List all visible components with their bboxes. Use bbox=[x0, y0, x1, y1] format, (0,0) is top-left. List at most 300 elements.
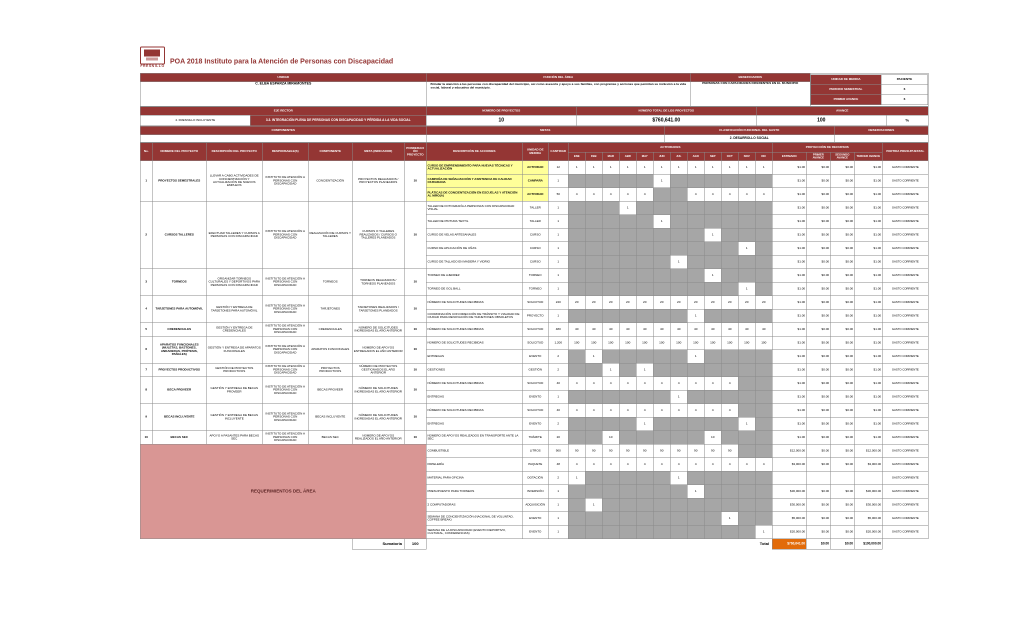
header-proyeccion: PROYECCIÓN DE RECURSOS bbox=[772, 143, 882, 153]
project-ponderacion: 10 bbox=[404, 363, 426, 377]
month-cell: 4 bbox=[619, 188, 636, 202]
action-description: PRESUPUESTO PARA TORNEOS bbox=[426, 485, 522, 499]
month-cell bbox=[704, 350, 721, 364]
project-componente: BECAS PROVEER bbox=[308, 377, 352, 404]
month-cell bbox=[585, 215, 602, 229]
amount-cell: $1.00 bbox=[854, 323, 882, 337]
amount-cell: $0.00 bbox=[806, 431, 830, 445]
month-cell bbox=[738, 471, 755, 485]
month-cell bbox=[687, 174, 704, 188]
month-cell bbox=[670, 242, 687, 256]
project-number: 8 bbox=[140, 377, 152, 404]
month-cell bbox=[619, 215, 636, 229]
month-cell: 40 bbox=[687, 323, 704, 337]
month-cell: 1 bbox=[602, 161, 619, 175]
action-unidad: EVENTO bbox=[522, 512, 548, 526]
amount-cell: $0.00 bbox=[830, 296, 854, 310]
componentes-blank bbox=[140, 135, 426, 143]
amount-cell: $1.00 bbox=[772, 323, 806, 337]
month-cell: 90 bbox=[687, 444, 704, 458]
amount-cell: $1.00 bbox=[772, 363, 806, 377]
month-cell bbox=[670, 188, 687, 202]
action-cantidad: 1 bbox=[548, 201, 568, 215]
amount-cell: $20,000.00 bbox=[772, 525, 806, 539]
month-cell: 4 bbox=[687, 458, 704, 472]
month-cell bbox=[704, 242, 721, 256]
month-cell: 4 bbox=[585, 377, 602, 391]
amount-cell: $0.00 bbox=[806, 458, 830, 472]
month-cell bbox=[670, 215, 687, 229]
action-description: NÚMERO DE SOLICITUDES RECIBIDAS bbox=[426, 336, 522, 350]
month-cell: 4 bbox=[585, 188, 602, 202]
month-header: ABR bbox=[619, 152, 636, 161]
month-cell: 1 bbox=[568, 161, 585, 175]
month-cell bbox=[602, 201, 619, 215]
month-cell: 4 bbox=[619, 458, 636, 472]
amount-cell: $1.00 bbox=[854, 296, 882, 310]
month-cell: 20 bbox=[568, 296, 585, 310]
month-cell: 1 bbox=[670, 390, 687, 404]
partida-cell: GASTO CORRIENTE bbox=[882, 201, 928, 215]
month-cell: 10 bbox=[704, 431, 721, 445]
action-unidad: PROYECTO bbox=[522, 309, 548, 323]
action-cantidad: 1 bbox=[548, 255, 568, 269]
action-unidad: TRÁMITE bbox=[522, 431, 548, 445]
month-cell: 1 bbox=[602, 363, 619, 377]
month-cell bbox=[619, 269, 636, 283]
month-cell bbox=[585, 282, 602, 296]
project-componente: BECAS SEC bbox=[308, 431, 352, 445]
month-cell bbox=[568, 282, 585, 296]
month-cell bbox=[704, 201, 721, 215]
amount-cell: $1.00 bbox=[854, 404, 882, 418]
amount-cell: $0.00 bbox=[830, 174, 854, 188]
amount-cell: $0.00 bbox=[806, 485, 830, 499]
month-cell: 4 bbox=[636, 404, 653, 418]
amount-cell: $0.00 bbox=[830, 242, 854, 256]
action-unidad: DOTACIÓN bbox=[522, 471, 548, 485]
action-cantidad: 1 bbox=[548, 282, 568, 296]
month-cell: 4 bbox=[670, 404, 687, 418]
total-amount: $760,641.00 bbox=[772, 539, 806, 550]
partida-cell: GASTO CORRIENTE bbox=[882, 296, 928, 310]
month-cell bbox=[721, 215, 738, 229]
amount-cell: $1.00 bbox=[854, 228, 882, 242]
amount-cell: $1.00 bbox=[854, 309, 882, 323]
month-cell: 4 bbox=[636, 458, 653, 472]
amount-cell: $0.00 bbox=[830, 228, 854, 242]
amount-cell: $1.00 bbox=[854, 201, 882, 215]
month-cell bbox=[568, 228, 585, 242]
amount-cell: $0.00 bbox=[806, 417, 830, 431]
month-cell bbox=[585, 363, 602, 377]
requerimientos-block bbox=[140, 444, 426, 539]
month-cell bbox=[687, 215, 704, 229]
partida-cell: GASTO CORRIENTE bbox=[882, 282, 928, 296]
medida-row-label: UNIDAD DE MEDIDA bbox=[811, 75, 881, 85]
action-cantidad: 40 bbox=[548, 377, 568, 391]
action-cantidad: 1 bbox=[548, 498, 568, 512]
metas-blank bbox=[426, 135, 664, 143]
project-responsable: INSTITUTO DE ATENCIÓN A PERSONAS CON DISCAPACIDAD bbox=[262, 377, 308, 404]
partida-cell: GASTO CORRIENTE bbox=[882, 269, 928, 283]
amount-cell: $0.00 bbox=[806, 377, 830, 391]
month-cell bbox=[602, 255, 619, 269]
amount-cell: $1.00 bbox=[854, 215, 882, 229]
project-number: 3 bbox=[140, 269, 152, 296]
amount-cell: $1.00 bbox=[772, 377, 806, 391]
amount-cell: $1.00 bbox=[854, 174, 882, 188]
month-cell bbox=[670, 431, 687, 445]
month-cell bbox=[704, 525, 721, 539]
month-cell bbox=[619, 242, 636, 256]
total-proyectos-label: NÚMERO TOTAL DE LOS PROYECTOS bbox=[576, 107, 756, 116]
month-cell bbox=[687, 242, 704, 256]
month-header: DIC bbox=[755, 152, 772, 161]
month-cell bbox=[687, 228, 704, 242]
month-cell: 4 bbox=[670, 377, 687, 391]
amount-cell: $1.00 bbox=[772, 309, 806, 323]
month-cell bbox=[619, 431, 636, 445]
amount-cell: $1.00 bbox=[854, 282, 882, 296]
action-cantidad: 1 bbox=[548, 485, 568, 499]
project-meta: NÚMERO DE PROYECTOS GESTIONADOS EL AÑO ANTERIOR bbox=[352, 363, 404, 377]
month-cell bbox=[687, 512, 704, 526]
action-unidad: PAQUETE bbox=[522, 458, 548, 472]
month-cell bbox=[687, 255, 704, 269]
month-cell bbox=[687, 525, 704, 539]
project-name: BECA PROVEER bbox=[152, 377, 206, 404]
action-unidad: EVENTO bbox=[522, 390, 548, 404]
month-cell: 1 bbox=[687, 161, 704, 175]
project-componente: REALIZACIÓN DE CURSOS Y TALLERES bbox=[308, 201, 352, 269]
month-header: ENE bbox=[568, 152, 585, 161]
month-cell: 4 bbox=[704, 188, 721, 202]
project-number: 9 bbox=[140, 404, 152, 431]
amount-cell: $0.00 bbox=[830, 161, 854, 175]
month-cell bbox=[653, 390, 670, 404]
month-cell bbox=[602, 485, 619, 499]
month-cell: 4 bbox=[721, 404, 738, 418]
project-action-row bbox=[140, 161, 928, 175]
month-cell bbox=[568, 512, 585, 526]
month-cell bbox=[721, 282, 738, 296]
partida-cell: GASTO CORRIENTE bbox=[882, 336, 928, 350]
month-cell bbox=[721, 309, 738, 323]
month-cell bbox=[653, 471, 670, 485]
month-cell bbox=[602, 269, 619, 283]
project-description: GESTIÓN Y ENTREGA DE TARJETONES PARA AUTOMÓVIL bbox=[206, 296, 262, 323]
month-cell bbox=[653, 201, 670, 215]
month-cell bbox=[721, 350, 738, 364]
month-cell: 4 bbox=[670, 458, 687, 472]
month-cell: 90 bbox=[585, 444, 602, 458]
month-cell bbox=[585, 485, 602, 499]
amount-cell: $0.00 bbox=[830, 282, 854, 296]
month-cell: 90 bbox=[653, 444, 670, 458]
month-header: OCT bbox=[721, 152, 738, 161]
beneficiarios-label: BENEFICIARIOS bbox=[690, 73, 810, 82]
action-description: 2 COMPUTADORAS bbox=[426, 498, 522, 512]
month-cell bbox=[653, 525, 670, 539]
month-cell bbox=[585, 174, 602, 188]
project-meta: NÚMERO DE SOLICITUDES INGRESADAS EL AÑO ANTERIOR bbox=[352, 377, 404, 404]
month-cell bbox=[568, 525, 585, 539]
amount-cell: $1.00 bbox=[772, 350, 806, 364]
month-cell: 20 bbox=[636, 296, 653, 310]
month-cell: 40 bbox=[653, 323, 670, 337]
month-cell: 1 bbox=[704, 228, 721, 242]
project-name: TORNEOS bbox=[152, 269, 206, 296]
month-cell: 1 bbox=[568, 471, 585, 485]
amount-cell: $1.00 bbox=[772, 336, 806, 350]
amount-cell: $0.00 bbox=[806, 336, 830, 350]
month-cell bbox=[585, 525, 602, 539]
month-cell bbox=[687, 282, 704, 296]
amount-cell: $1.00 bbox=[854, 350, 882, 364]
month-cell bbox=[585, 201, 602, 215]
month-cell: 40 bbox=[738, 323, 755, 337]
componentes-label: COMPONENTES bbox=[140, 126, 426, 135]
coat-of-arms-icon bbox=[140, 47, 165, 65]
month-cell bbox=[721, 269, 738, 283]
project-ponderacion: 10 bbox=[404, 404, 426, 431]
project-number: 2 bbox=[140, 201, 152, 269]
amount-cell: $1.00 bbox=[854, 417, 882, 431]
month-cell bbox=[704, 512, 721, 526]
amount-cell: $1.00 bbox=[854, 336, 882, 350]
month-cell bbox=[755, 390, 772, 404]
project-number: 7 bbox=[140, 363, 152, 377]
action-cantidad: 48 bbox=[548, 458, 568, 472]
month-cell: 4 bbox=[602, 377, 619, 391]
month-cell bbox=[704, 485, 721, 499]
amount-cell: $0.00 bbox=[830, 444, 854, 458]
month-cell bbox=[670, 201, 687, 215]
partida-cell: GASTO CORRIENTE bbox=[882, 390, 928, 404]
project-name: BECAS SEC bbox=[152, 431, 206, 445]
partida-cell: GASTO CORRIENTE bbox=[882, 485, 928, 499]
month-cell bbox=[585, 228, 602, 242]
amount-cell: $30,000.00 bbox=[854, 498, 882, 512]
action-unidad: ADQUISICIÓN bbox=[522, 498, 548, 512]
partida-cell: GASTO CORRIENTE bbox=[882, 188, 928, 202]
month-cell: 100 bbox=[670, 336, 687, 350]
month-cell: 1 bbox=[704, 269, 721, 283]
amount-cell: $0.00 bbox=[806, 525, 830, 539]
amount-cell: $0.00 bbox=[806, 188, 830, 202]
month-cell bbox=[755, 269, 772, 283]
month-cell bbox=[653, 242, 670, 256]
month-cell bbox=[755, 350, 772, 364]
main-table bbox=[140, 143, 929, 550]
month-cell: 90 bbox=[670, 444, 687, 458]
month-cell bbox=[670, 498, 687, 512]
project-description: ORGANIZAR TORNEOS CULTURALES Y DEPORTIVOS PARA PERSONAS CON DISCAPACIDAD bbox=[206, 269, 262, 296]
action-unidad: SOLICITUD bbox=[522, 296, 548, 310]
month-cell bbox=[670, 174, 687, 188]
action-description: COMBUSTIBLE bbox=[426, 444, 522, 458]
month-cell: 1 bbox=[585, 498, 602, 512]
month-cell bbox=[653, 498, 670, 512]
eje-rector-label: EJE RECTOR bbox=[140, 107, 426, 116]
month-cell bbox=[636, 485, 653, 499]
month-cell bbox=[653, 512, 670, 526]
month-cell bbox=[653, 363, 670, 377]
month-cell: 4 bbox=[585, 404, 602, 418]
num-proyectos-value: 10 bbox=[426, 115, 576, 126]
month-cell: 1 bbox=[687, 350, 704, 364]
month-cell bbox=[636, 309, 653, 323]
month-cell bbox=[755, 417, 772, 431]
month-cell: 40 bbox=[755, 323, 772, 337]
month-cell: 1 bbox=[670, 471, 687, 485]
clasificacion-value: 2. DESARROLLO SOCIAL bbox=[664, 135, 834, 143]
num-proyectos-label: NÚMERO DE PROYECTOS bbox=[426, 107, 576, 116]
project-action-row bbox=[140, 296, 928, 310]
amount-cell: $0.00 bbox=[830, 255, 854, 269]
action-cantidad: 1 bbox=[548, 215, 568, 229]
funcion-label: FUNCIÓN DEL ÁREA bbox=[426, 73, 690, 82]
amount-cell: $0.00 bbox=[830, 525, 854, 539]
month-cell: 4 bbox=[704, 458, 721, 472]
month-cell bbox=[619, 309, 636, 323]
amount-cell: $0.00 bbox=[806, 296, 830, 310]
amount-cell: $1.00 bbox=[772, 431, 806, 445]
action-cantidad: 2 bbox=[548, 363, 568, 377]
header-componente: COMPONENTE bbox=[308, 143, 352, 161]
project-number: 6 bbox=[140, 336, 152, 363]
amount-cell: $12,000.00 bbox=[854, 444, 882, 458]
month-cell bbox=[568, 255, 585, 269]
action-cantidad: 50 bbox=[548, 188, 568, 202]
partida-cell: GASTO CORRIENTE bbox=[882, 174, 928, 188]
avance-label: AVANCE bbox=[756, 107, 928, 116]
project-meta: NÚMERO DE SOLICITUDES INGRESADAS EL AÑO ANTERIOR bbox=[352, 404, 404, 431]
month-cell bbox=[568, 215, 585, 229]
month-cell bbox=[568, 350, 585, 364]
month-cell bbox=[738, 309, 755, 323]
amount-cell: $1.00 bbox=[772, 215, 806, 229]
month-cell bbox=[738, 390, 755, 404]
month-cell bbox=[602, 417, 619, 431]
action-description: CURSO DE TALLADO EN MADERA Y VIDRIO bbox=[426, 255, 522, 269]
month-cell: 1 bbox=[619, 201, 636, 215]
action-unidad: TALLER bbox=[522, 215, 548, 229]
month-cell bbox=[738, 350, 755, 364]
month-header: SEP bbox=[704, 152, 721, 161]
project-meta: PROYECTOS REALIZADOS / PROYECTOS PLANEADOS bbox=[352, 161, 404, 202]
month-cell bbox=[568, 363, 585, 377]
amount-cell: $1.00 bbox=[772, 390, 806, 404]
beneficiarios-value: PERSONAS CON CAPACIDADES DIFERENTES EN EL MUNICIPIO bbox=[690, 82, 810, 107]
month-cell bbox=[738, 201, 755, 215]
month-cell: 40 bbox=[568, 323, 585, 337]
month-cell bbox=[670, 485, 687, 499]
action-cantidad: 40 bbox=[548, 404, 568, 418]
project-componente: BECAS INCLUYENTE bbox=[308, 404, 352, 431]
action-unidad: CURSO bbox=[522, 255, 548, 269]
month-cell: 40 bbox=[670, 323, 687, 337]
amount-cell: $1.00 bbox=[772, 201, 806, 215]
action-unidad: SOLICITUD bbox=[522, 377, 548, 391]
info-table-top bbox=[140, 73, 929, 107]
project-responsable: INSTITUTO DE ATENCIÓN A PERSONAS CON DISCAPACIDAD bbox=[262, 323, 308, 337]
month-cell: 40 bbox=[636, 323, 653, 337]
project-ponderacion: 10 bbox=[404, 161, 426, 202]
month-cell bbox=[687, 431, 704, 445]
amount-cell: $0.00 bbox=[830, 323, 854, 337]
total-proyectos-value: $760,641.00 bbox=[576, 115, 756, 126]
partida-cell: GASTO CORRIENTE bbox=[882, 404, 928, 418]
month-cell bbox=[602, 228, 619, 242]
action-cantidad: 20 bbox=[548, 431, 568, 445]
month-cell bbox=[619, 512, 636, 526]
amount-cell: $1.00 bbox=[772, 296, 806, 310]
project-meta: NÚMERO DE APOYOS ENTREGADOS EL AÑO ANTERIOR bbox=[352, 336, 404, 363]
month-cell bbox=[619, 485, 636, 499]
project-description: APOYO A PASANTES PARA BECAS SEC bbox=[206, 431, 262, 445]
header-unidad: UNIDAD DE MEDIDA bbox=[522, 143, 548, 161]
month-cell bbox=[602, 390, 619, 404]
action-unidad: TALLER bbox=[522, 201, 548, 215]
month-cell: 1 bbox=[636, 363, 653, 377]
month-cell bbox=[653, 485, 670, 499]
action-unidad: CURSO bbox=[522, 228, 548, 242]
month-cell: 4 bbox=[602, 188, 619, 202]
month-cell bbox=[602, 242, 619, 256]
medida-row-value: 6 bbox=[881, 85, 928, 95]
month-cell: 40 bbox=[585, 323, 602, 337]
month-cell: 100 bbox=[602, 336, 619, 350]
month-cell bbox=[687, 390, 704, 404]
action-description: TORNEO DE AJEDREZ bbox=[426, 269, 522, 283]
month-cell: 20 bbox=[653, 296, 670, 310]
action-cantidad: 1 bbox=[548, 269, 568, 283]
amount-cell: $0.00 bbox=[806, 255, 830, 269]
action-unidad: EVENTO bbox=[522, 525, 548, 539]
poa-sheet bbox=[140, 50, 928, 550]
partida-cell: GASTO CORRIENTE bbox=[882, 309, 928, 323]
month-cell: 1 bbox=[738, 161, 755, 175]
action-cantidad: 1 bbox=[548, 242, 568, 256]
month-cell bbox=[755, 363, 772, 377]
amount-cell: $0.00 bbox=[806, 363, 830, 377]
action-cantidad: 2 bbox=[548, 471, 568, 485]
project-responsable: INSTITUTO DE ATENCIÓN A PERSONAS CON DISCAPACIDAD bbox=[262, 201, 308, 269]
project-description: GESTIÓN Y ENTREGA DE BECAS INCLUYENTE bbox=[206, 404, 262, 431]
month-cell bbox=[755, 444, 772, 458]
month-cell bbox=[653, 255, 670, 269]
month-cell bbox=[636, 431, 653, 445]
amount-cell: $1.00 bbox=[772, 228, 806, 242]
action-unidad: ACTIVIDAD bbox=[522, 188, 548, 202]
month-cell bbox=[670, 282, 687, 296]
amount-cell: $0.00 bbox=[830, 458, 854, 472]
month-cell bbox=[687, 201, 704, 215]
month-cell bbox=[602, 471, 619, 485]
month-cell: 1 bbox=[738, 242, 755, 256]
partida-cell: GASTO CORRIENTE bbox=[882, 228, 928, 242]
header-actividades: ACTIVIDADES bbox=[568, 143, 772, 153]
action-unidad: CURSO bbox=[522, 242, 548, 256]
month-cell bbox=[755, 282, 772, 296]
action-unidad: ACTIVIDAD bbox=[522, 161, 548, 175]
month-cell: 4 bbox=[568, 458, 585, 472]
month-cell: 4 bbox=[687, 404, 704, 418]
amount-cell: $0.00 bbox=[806, 215, 830, 229]
project-name: PROYECTOS SEMESTRALES bbox=[152, 161, 206, 202]
